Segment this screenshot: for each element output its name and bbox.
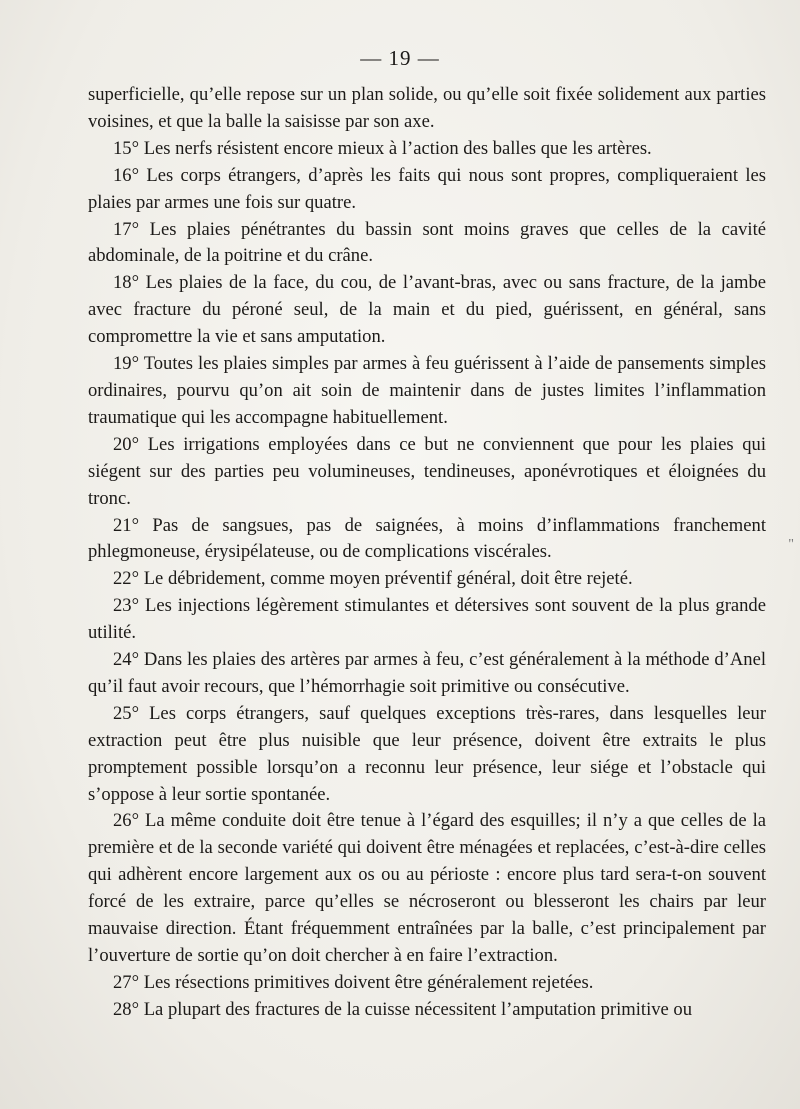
item-text: Les plaies pénétrantes du bassin sont moins graves que celles de la cavité abdominale, de la poitrine et du crâne. — [88, 218, 766, 267]
item-number: 19° — [113, 353, 140, 375]
numbered-paragraph — [88, 351, 766, 432]
numbered-paragraph — [88, 432, 766, 513]
item-text: Les corps étrangers, d’après les faits qui nous sont propres, compliqueraient les plaies par armes une fois sur quatre. — [88, 164, 766, 213]
item-number: 21° — [113, 514, 140, 536]
item-text: Les irrigations employées dans ce but ne conviennent que pour les plaies qui siégent sur des parties peu volumineuses, tendineuses, aponévrotiques et éloignées du tronc. — [88, 433, 766, 509]
numbered-paragraph — [88, 593, 766, 647]
body-text — [88, 82, 766, 1024]
item-number: 18° — [113, 272, 140, 294]
item-number: 22° — [113, 568, 140, 590]
numbered-paragraph — [88, 163, 766, 217]
item-number: 24° — [113, 649, 140, 671]
item-text: La même conduite doit être tenue à l’égard des esquilles; il n’y a que celles de la première et de la seconde variété qui doivent être ménagées et replacées, c’est-à-dire celles qui adhèrent encore largement aux os ou au périoste : encore plus tard sera-t-on souvent forcé de les extraire, parce qu’elles se nécroseront ou blesseront les chairs par leur mauvaise direction. Étant fréquemment entraînées par la balle, c’est principalement par l’ouverture de sortie qu’on doit chercher à en faire l’extraction. — [88, 810, 766, 966]
numbered-paragraph — [88, 997, 766, 1024]
numbered-paragraph — [88, 270, 766, 351]
item-text: Les plaies de la face, du cou, de l’avant-bras, avec ou sans fracture, de la jambe avec fracture du péroné seul, de la main et du pied, guérissent, en général, sans compromettre la vie et sans amputation. — [88, 272, 766, 348]
item-text: Le débridement, comme moyen préventif général, doit être rejeté. — [143, 568, 633, 590]
margin-mark: " — [788, 537, 794, 552]
numbered-paragraph — [88, 970, 766, 997]
item-text: La plupart des fractures de la cuisse nécessitent l’amputation primitive ou — [143, 998, 693, 1020]
numbered-paragraph — [88, 701, 766, 809]
numbered-paragraph — [88, 647, 766, 701]
numbered-paragraph — [88, 136, 766, 163]
numbered-paragraph — [88, 808, 766, 969]
numbered-paragraph — [88, 217, 766, 271]
item-text: Les injections légèrement stimulantes et détersives sont souvent de la plus grande utilité. — [88, 595, 766, 644]
item-number: 25° — [113, 702, 140, 724]
item-number: 23° — [113, 595, 140, 617]
numbered-paragraph — [88, 566, 766, 593]
item-number: 15° — [113, 137, 140, 159]
item-text: Toutes les plaies simples par armes à feu guérissent à l’aide de pansements simples ordinaires, pourvu qu’on ait soin de maintenir dans de justes limites l’inflammation traumatique qui les accompagne habituellement. — [88, 353, 767, 428]
item-number: 28° — [113, 998, 140, 1020]
item-number: 20° — [113, 433, 140, 455]
item-text: Pas de sangsues, pas de saignées, à moins d’inflammations franchement phlegmoneuse, érysipélateuse, ou de complications viscérales. — [88, 514, 766, 563]
item-number: 27° — [113, 971, 140, 993]
item-number: 17° — [113, 218, 140, 240]
item-text: Dans les plaies des artères par armes à feu, c’est généralement à la méthode d’Anel qu’il faut avoir recours, que l’hémorrhagie soit primitive ou consécutive. — [88, 649, 766, 697]
item-text: Les nerfs résistent encore mieux à l’action des balles que les artères. — [143, 137, 652, 159]
page-number: — 19 — — [360, 46, 440, 70]
item-text: Les corps étrangers, sauf quelques exceptions très-rares, dans lesquelles leur extraction peut être plus nuisible que leur présence, doivent être extraits le plus promptement possible lorsqu’on a reconnu leur présence, leur siége et l’obstacle qui s’oppose à leur sortie spontanée. — [88, 702, 767, 805]
item-number: 16° — [113, 164, 140, 186]
item-number: 26° — [113, 810, 140, 832]
numbered-paragraph — [88, 513, 766, 567]
continuation-paragraph: superficielle, qu’elle repose sur un plan solide, ou qu’elle soit fixée solidement aux parties voisines, et que la balle la saisisse par son axe. — [88, 84, 766, 132]
item-text: Les résections primitives doivent être généralement rejetées. — [143, 971, 594, 993]
